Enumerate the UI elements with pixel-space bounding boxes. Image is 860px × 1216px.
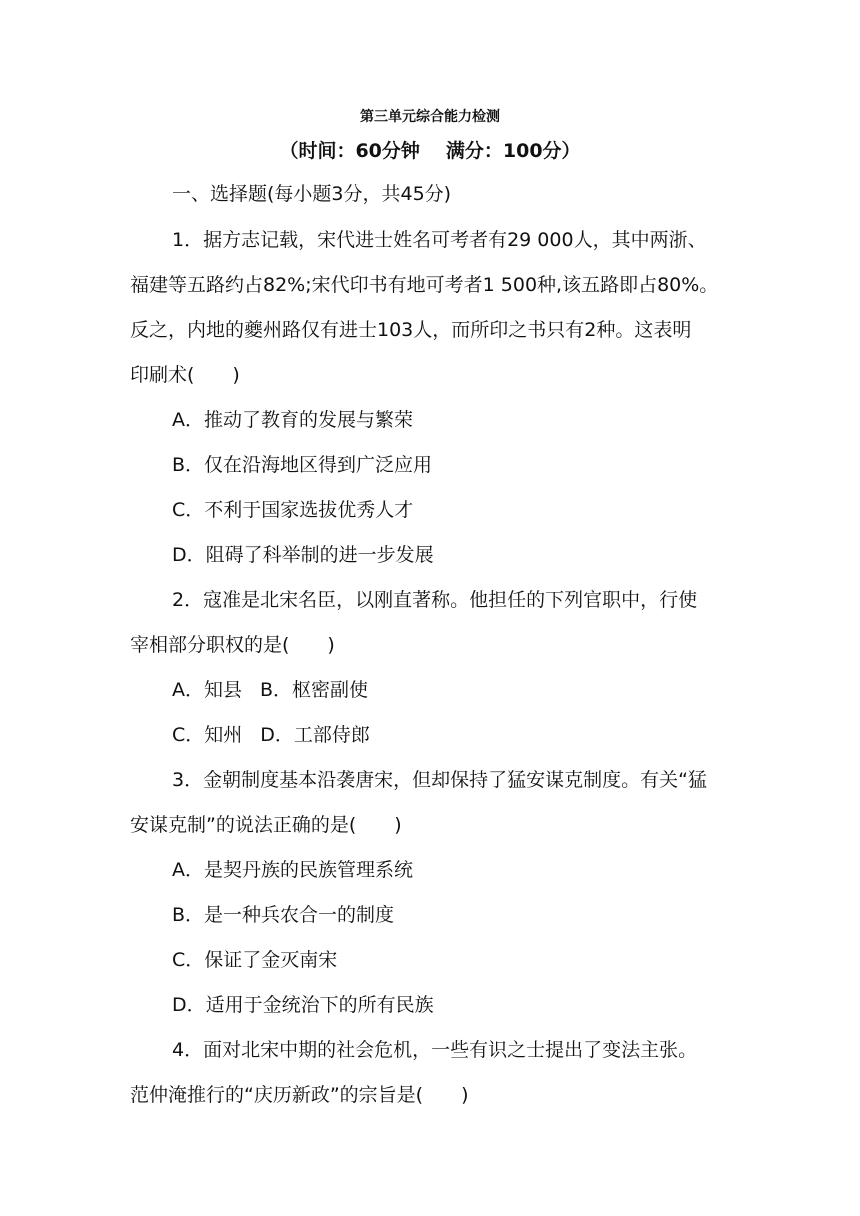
question-1-line-1: 1．据方志记载，宋代进士姓名可考者有29 000人，其中两浙、 (172, 229, 707, 251)
question-1-line-2: 福建等五路约占82%;宋代印书有地可考者1 500种,该五路即占80%。 (130, 274, 719, 296)
question-2-options-ab (172, 676, 368, 704)
question-3-option-d: D．适用于金统治下的所有民族 (172, 994, 434, 1016)
question-2-option-d: D．工部侍郎 (260, 724, 370, 746)
question-4-line-1: 4．面对北宋中期的社会危机，一些有识之士提出了变法主张。 (172, 1039, 698, 1061)
exam-time: （时间：60分钟 (279, 140, 420, 162)
question-1-option-b: B．仅在沿海地区得到广泛应用 (172, 454, 433, 476)
question-2-option-c: C．知州 (172, 724, 243, 746)
exam-info (0, 136, 860, 163)
question-3-line-2: 安谋克制”的说法正确的是( ) (130, 814, 402, 836)
question-3-option-b: B．是一种兵农合一的制度 (172, 904, 395, 926)
question-1-option-a: A．推动了教育的发展与繁荣 (172, 409, 413, 431)
page-title: 第三单元综合能力检测 (360, 109, 500, 125)
section-heading: 一、选择题(每小题3分，共45分) (172, 183, 452, 205)
question-1-line-4: 印刷术( ) (130, 364, 240, 386)
question-1-option-d: D．阻碍了科举制的进一步发展 (172, 544, 434, 566)
question-2-options-cd (172, 721, 370, 749)
question-1-line-3: 反之，内地的夔州路仅有进士103人，而所印之书只有2种。这表明 (130, 319, 692, 341)
question-2-line-1: 2．寇准是北宋名臣，以刚直著称。他担任的下列官职中，行使 (172, 589, 698, 611)
question-2-option-b: B．枢密副使 (260, 679, 369, 701)
question-2-line-2: 宰相部分职权的是( ) (130, 634, 335, 656)
question-4-line-2: 范仲淹推行的“庆历新政”的宗旨是( ) (130, 1084, 469, 1106)
question-3-line-1: 3．金朝制度基本沿袭唐宋，但却保持了猛安谋克制度。有关“猛 (172, 769, 707, 791)
question-1-option-c: C．不利于国家选拔优秀人才 (172, 499, 414, 521)
question-2-option-a: A．知县 (172, 679, 242, 701)
exam-score: 满分：100分） (445, 140, 581, 162)
question-3-option-a: A．是契丹族的民族管理系统 (172, 859, 413, 881)
question-3-option-c: C．保证了金灭南宋 (172, 949, 338, 971)
